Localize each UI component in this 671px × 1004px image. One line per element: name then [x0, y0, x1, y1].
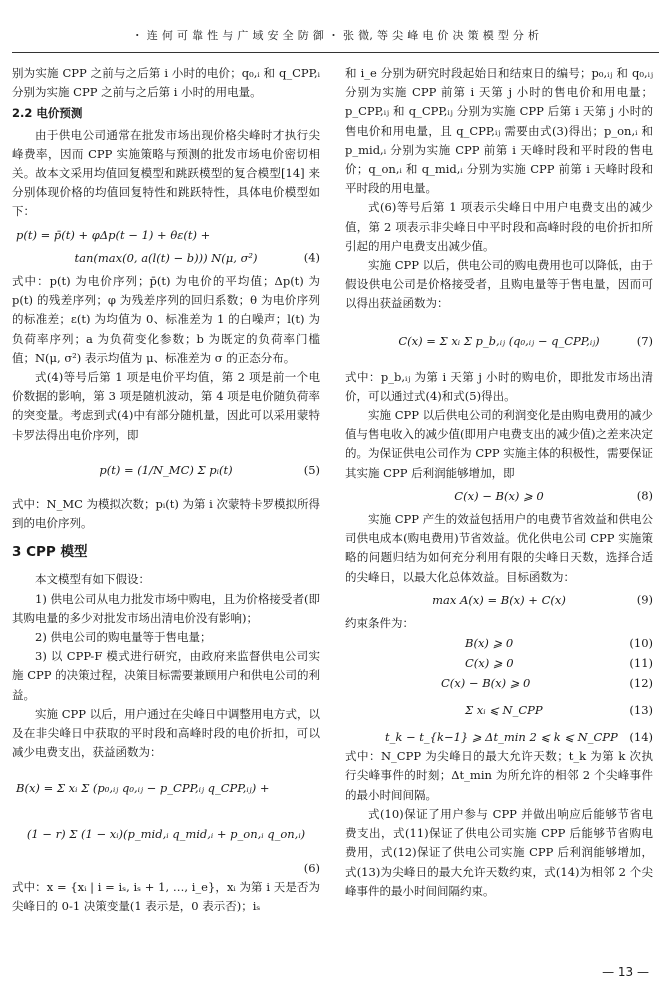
equation-6-line2: (1 − r) Σ (1 − xᵢ)(p_mid,ᵢ q_mid,ᵢ + p_on,ᵢ q_on,ᵢ)	[26, 826, 306, 841]
equation-number: (6)	[303, 860, 320, 875]
equation-6-line1: B(x) = Σ xᵢ Σ (p₀,ᵢⱼ q₀,ᵢⱼ − p_CPP,ᵢⱼ q_CPP,ᵢⱼ) +	[16, 780, 270, 795]
section-heading-2-2: 2.2 电价预测	[12, 106, 83, 121]
paragraph: 式(6)等号后第 1 项表示尖峰日中用户电费支出的减少值，第 2 项表示非尖峰日中平时段和高峰时段的电价折扣所引起的用户电费支出减少值。	[345, 200, 653, 253]
equation-4-line1: p(t) = p̄(t) + φΔp(t − 1) + θε(t) +	[16, 227, 211, 242]
paragraph: 式(4)等号后第 1 项是电价平均值，第 2 项是前一个电价数据的影响，第 3 项是随机波动，第 4 项是电价随负荷率的突变量。考虑到式(4)中有部分随机量，因此可以采用蒙特卡罗法得出电价序列，即	[12, 370, 320, 442]
equation-8: C(x) − B(x) ⩾ 0 (8)	[345, 487, 653, 506]
running-header: ・ 连 何 可 靠 性 与 广 域 安 全 防 御 ・ 张 微, 等 尖 峰 电 价 决 策 模 型 分 析	[131, 29, 540, 42]
paragraph: 2) 供电公司的购电量等于售电量；	[35, 630, 212, 645]
paragraph: 实施 CPP 以后供电公司的利润变化是由购电费用的减少值与售电收入的减少值(即用户电费支出的减少值)之差来决定的。为保证供电公司作为 CPP 实施主体的积极性，需要保证其实施 CPP 后利润能够增加，即	[345, 408, 653, 480]
right-column	[345, 64, 653, 901]
paragraph: 式中：p_b,ᵢⱼ 为第 i 天第 j 小时的购电价，即批发市场出清价，可以通过式(4)和式(5)得出。	[345, 369, 653, 403]
equation-number: (7)	[636, 333, 653, 348]
constraint-14: t_k − t_{k−1} ⩾ Δt_min 2 ⩽ k ⩽ N_CPP (14)	[385, 730, 653, 745]
equation-5: p(t) = (1/N_MC) Σ pᵢ(t) (5)	[12, 449, 320, 491]
paragraph: 实施 CPP 以后，用户通过在尖峰日中调整用电方式，以及在非尖峰日中获取的平时段和高峰时段的电价折扣，可以减少电费支出，获益函数为：	[12, 706, 320, 760]
paragraph: 约束条件为：	[345, 616, 414, 631]
paragraph: 由于供电公司通常在批发市场出现价格尖峰时才执行尖峰费率，因而 CPP 实施策略与预测的批发市场电价密切相关。故本文采用均值回复模型和跳跃模型的复合模型[14] 来分别体现价格的均值回复特性和跳跃特性，具体电价模型如下：	[12, 127, 320, 219]
paragraph: 1) 供电公司从电力批发市场中购电，且为价格接受者(即其购电量的多少对批发市场出清电价没有影响)；	[12, 591, 320, 625]
paragraph: 式中：x = {xᵢ | i = iₛ, iₛ + 1, …, i_e}，xᵢ 为第 i 天是否为尖峰日的 0-1 决策变量(1 表示是，0 表示否)；iₛ	[12, 879, 320, 913]
paragraph: 式中：p(t) 为电价序列；p̄(t) 为电价的平均值；Δp(t) 为 p(t) 的残差序列；φ 为残差序列的回归系数；θ 为电价序列的标准差；ε(t) 为均值为 0、标准差为 1 的白噪声；l(t) 为负荷率序列；a 为负荷变化参数；b 为既定的负荷率门槛值；N(μ, σ²) 表示均值为 μ、标准差为 σ 的正态分布。	[12, 274, 320, 365]
paragraph: 式(10)保证了用户参与 CPP 并做出响应后能够节省电费支出，式(11)保证了供电公司实施 CPP 后能够节省购电费用，式(12)保证了供电公司实施 CPP 后利润能够增加，式(13)为尖峰日的最大允许天数约束，式(14)为相邻 2 个尖峰事件的最小时间间隔约束。	[345, 806, 653, 898]
constraint-10: B(x) ⩾ 0 (10)	[465, 636, 653, 651]
paragraph: 和 i_e 分别为研究时段起始日和结束日的编号；p₀,ᵢⱼ 和 q₀,ᵢⱼ 分别为实施 CPP 前第 i 天第 j 小时的售电价和用电量；p_CPP,ᵢⱼ 和 q_CPP,ᵢⱼ 分别为实施 CPP 后第 i 天第 j 小时的售电价和用电量，且 q_CPP,ᵢⱼ 需要由式(3)得出；p_on,ᵢ 和 p_mid,ᵢ 分别为实施 CPP 前第 i 天峰时段和平时段的售电价；q_on,ᵢ 和 q_mid,ᵢ 分别为实施 CPP 前第 i 天峰时段和平时段的用电量。	[345, 66, 653, 196]
equation-number: (5)	[303, 462, 320, 477]
constraint-13: Σ xᵢ ⩽ N_CPP (13)	[465, 703, 653, 718]
paragraph: 别为实施 CPP 之前与之后第 i 小时的电价；q₀,ᵢ 和 q_CPP,ᵢ 分别为实施 CPP 之前与之后第 i 小时的用电量。	[12, 66, 320, 100]
paragraph: 式中：N_MC 为模拟次数；pᵢ(t) 为第 i 次蒙特卡罗模拟所得到的电价序列。	[12, 496, 320, 531]
header-rule	[12, 52, 659, 53]
paragraph: 式中：N_CPP 为尖峰日的最大允许天数；t_k 为第 k 次执行尖峰事件的时刻；Δt_min 为所允许的相邻 2 个尖峰事件的最小时间间隔。	[345, 749, 653, 802]
equation-number: (8)	[636, 488, 653, 503]
section-heading-3: 3 CPP 模型	[12, 544, 88, 561]
constraint-11: C(x) ⩾ 0 (11)	[465, 656, 653, 671]
equation-4-line2: tan(max(0, a(l(t) − b))) N(μ, σ²) (4)	[12, 249, 320, 268]
equation-number: (4)	[303, 250, 320, 265]
equation-number: (9)	[636, 592, 653, 607]
equation-9: max A(x) = B(x) + C(x) (9)	[345, 591, 653, 610]
equation-7: C(x) = Σ xᵢ Σ p_b,ᵢⱼ (q₀,ᵢⱼ − q_CPP,ᵢⱼ) (7)	[345, 318, 653, 364]
paragraph: 3) 以 CPP-F 模式进行研究，由政府来监督供电公司实施 CPP 的决策过程，决策目标需要兼顾用户和供电公司的利益。	[12, 649, 320, 702]
paragraph: 实施 CPP 产生的效益包括用户的电费节省效益和供电公司供电成本(购电费用)节省效益。优化供电公司 CPP 实施策略的问题归结为如何充分利用有限的尖峰日天数，选择合适的尖峰日，以最大化总体效益。目标函数为：	[345, 512, 653, 584]
paragraph: 本文模型有如下假设：	[35, 572, 150, 587]
paragraph: 实施 CPP 以后，供电公司的购电费用也可以降低，由于假设供电公司是价格接受者，且购电量等于售电量，因而可以得出获益函数为：	[345, 258, 653, 311]
constraint-12: C(x) − B(x) ⩾ 0 (12)	[441, 676, 653, 691]
left-column	[12, 64, 320, 916]
page-number: — 13 —	[602, 964, 649, 979]
